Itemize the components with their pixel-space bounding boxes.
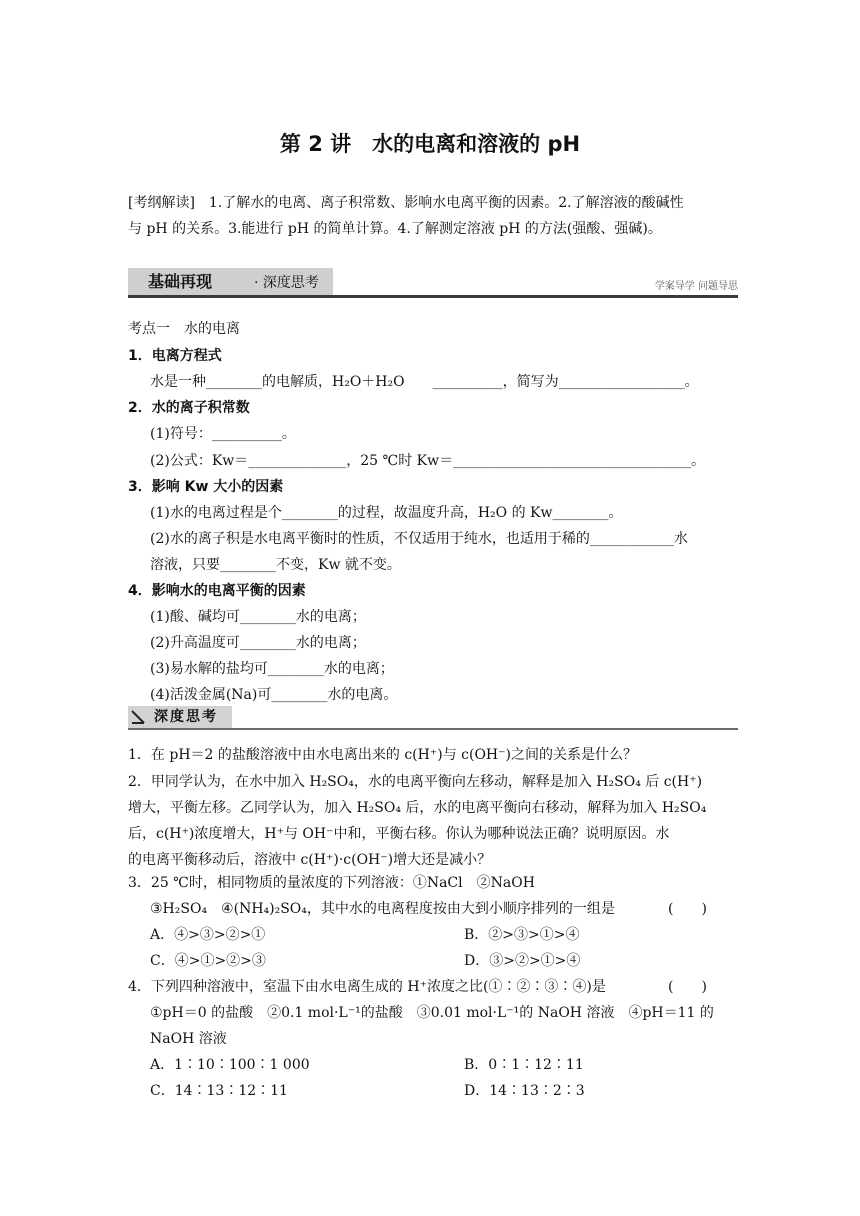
section-3-line-2a: (2)水的离子积是水电离平衡时的性质，不仅适用于纯水，也适用于稀的____________水 — [150, 531, 688, 547]
question-2-line-4: 的电离平衡移动后，溶液中 c(H⁺)·c(OH⁻)增大还是减小？ — [128, 852, 492, 868]
topic-heading: 考点一 水的电离 — [128, 321, 240, 337]
section-3-title: 3．影响 Kw 大小的因素 — [128, 479, 284, 495]
question-3-option-d: D．③>②>①>④ — [464, 953, 581, 969]
section-4-line-4: (4)活泼金属(Na)可________水的电离。 — [150, 687, 398, 703]
outline-line-2: 与 pH 的关系。3.能进行 pH 的简单计算。4.了解测定溶液 pH 的方法(强酸、强碱)。 — [128, 221, 662, 237]
question-4-line-2: ①pH＝0 的盐酸 ②0.1 mol·L⁻¹的盐酸 ③0.01 mol·L⁻¹的 NaOH 溶液 ④pH＝11 的 — [150, 1005, 714, 1021]
section-2-title: 2．水的离子积常数 — [128, 400, 250, 416]
section-4-line-1: (1)酸、碱均可________水的电离； — [150, 609, 366, 625]
deep-thinking-label-box — [128, 706, 232, 728]
section-1-title: 1．电离方程式 — [128, 348, 222, 364]
question-2-line-3: 后，c(H⁺)浓度增大，H⁺与 OH⁻中和，平衡右移。你认为哪种说法正确？说明原因。水 — [128, 826, 670, 842]
question-3-answer-bracket: ( ) — [668, 901, 707, 917]
question-4-line-1: 4．下列四种溶液中，室温下由水电离生成的 H⁺浓度之比(①∶②∶③∶④)是 — [128, 979, 606, 995]
diagonal-arrow-icon — [131, 710, 145, 724]
section-3-line-1: (1)水的电离过程是个________的过程，故温度升高，H₂O 的 Kw________。 — [150, 505, 623, 521]
question-4-line-3: NaOH 溶液 — [150, 1031, 227, 1047]
section-banner — [128, 264, 738, 300]
deep-thinking-label: 深度思考 — [154, 709, 218, 725]
section-4-line-2: (2)升高温度可________水的电离； — [150, 635, 366, 651]
banner-main-label: 基础再现 — [148, 272, 213, 291]
banner-right-label: 学案导学 问题导思 — [654, 281, 738, 292]
section-2-line-2: (2)公式：Kw＝______________，25 ℃时 Kw＝__________________________________。 — [150, 453, 706, 469]
deep-thinking-underline — [128, 728, 738, 730]
page-title: 第 2 讲 水的电离和溶液的 pH — [279, 132, 581, 156]
question-4-answer-bracket: ( ) — [668, 979, 707, 995]
question-2-line-2: 增大，平衡左移。乙同学认为，加入 H₂SO₄ 后，水的电离平衡向右移动，解释为加入 H₂SO₄ — [128, 800, 707, 816]
question-4-option-d: D．14∶13∶2∶3 — [464, 1083, 585, 1099]
question-3-option-a: A．④>③>②>① — [150, 927, 266, 943]
question-1: 1．在 pH＝2 的盐酸溶液中由水电离出来的 c(H⁺)与 c(OH⁻)之间的关系是什么？ — [128, 747, 637, 763]
question-3-option-b: B．②>③>①>④ — [464, 927, 580, 943]
banner-sub-label: · 深度思考 — [254, 275, 319, 291]
banner-underline — [128, 295, 738, 298]
section-1-line: 水是一种________的电解质，H₂O＋H₂O __________，简写为__________________。 — [150, 374, 699, 390]
section-3-line-2b: 溶液，只要________不变，Kw 就不变。 — [150, 557, 401, 573]
question-3-line-2: ③H₂SO₄ ④(NH₄)₂SO₄，其中水的电离程度按由大到小顺序排列的一组是 — [150, 901, 615, 917]
question-4-option-b: B．0∶1∶12∶11 — [464, 1057, 584, 1073]
question-3-line-1: 3．25 ℃时，相同物质的量浓度的下列溶液：①NaCl ②NaOH — [128, 875, 535, 891]
question-4-option-a: A．1∶10∶100∶1 000 — [150, 1057, 310, 1073]
section-4-title: 4．影响水的电离平衡的因素 — [128, 583, 306, 599]
section-2-line-1: (1)符号：__________。 — [150, 426, 296, 442]
question-4-option-c: C．14∶13∶12∶11 — [150, 1083, 288, 1099]
section-4-line-3: (3)易水解的盐均可________水的电离； — [150, 661, 394, 677]
outline-line-1: [考纲解读] 1.了解水的电离、离子积常数、影响水电离平衡的因素。2.了解溶液的酸碱性 — [128, 195, 684, 211]
question-2-line-1: 2．甲同学认为，在水中加入 H₂SO₄，水的电离平衡向左移动，解释是加入 H₂SO₄ 后 c(H⁺) — [128, 774, 703, 790]
question-3-option-c: C．④>①>②>③ — [150, 953, 266, 969]
